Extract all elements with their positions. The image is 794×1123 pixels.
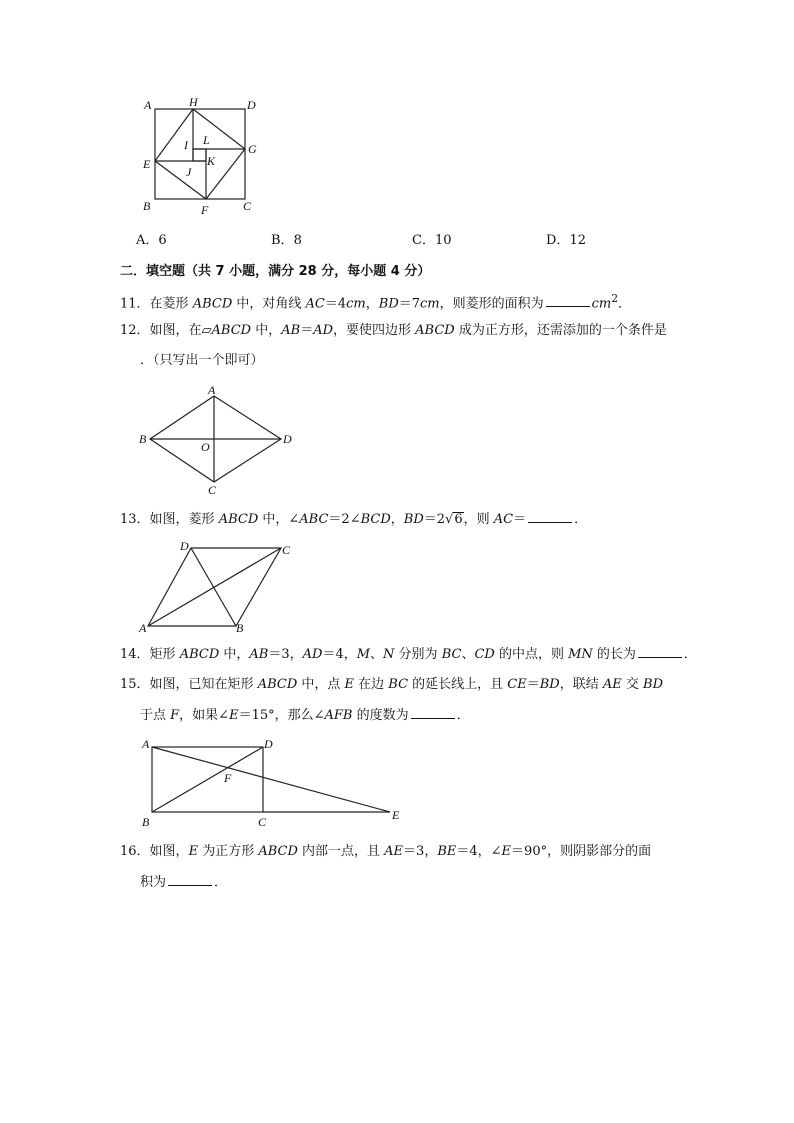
question-11: 11．在菱形 ABCD 中，对角线 AC＝4cm，BD＝7cm，则菱形的面积为 $cm^2$．	[120, 292, 632, 312]
q13-label-C: C	[282, 543, 291, 557]
answer-blank-14[interactable]	[638, 645, 682, 658]
question-12-line2: ．（只写出一个即可）	[140, 353, 264, 368]
q10-label-J: J	[186, 165, 192, 179]
q10-label-E: E	[143, 157, 151, 171]
question-16-line2: 积为 ．	[140, 875, 228, 890]
q10-label-I: I	[184, 138, 188, 152]
q12-label-B: B	[139, 432, 147, 446]
q15-label-C: C	[258, 815, 267, 829]
q13-label-A: A	[139, 621, 147, 635]
q10-label-H: H	[189, 95, 198, 109]
question-16: 16．如图，E 为正方形 ABCD 内部一点，且 AE＝3，BE＝4，∠E＝90°，则阴影部分的面	[120, 844, 652, 859]
option-d[interactable]: D．12	[546, 233, 586, 248]
option-b[interactable]: B．8	[271, 233, 302, 248]
answer-blank-15[interactable]	[411, 706, 455, 719]
q10-label-G: G	[248, 142, 257, 156]
q13-figure	[136, 536, 306, 640]
q10-label-C: C	[243, 199, 252, 213]
q15-figure	[136, 734, 416, 836]
q10-inner-square	[155, 109, 245, 199]
q10-options	[136, 229, 636, 247]
question-12: 12．如图，在▱ABCD 中，AB＝AD，要使四边形 ABCD 成为正方形，还需添加的一个条件是	[120, 323, 667, 338]
question-15: 15．如图，已知在矩形 ABCD 中，点 E 在边 BC 的延长线上，且 CE＝BD，联结 AE 交 BD	[120, 677, 664, 692]
section-title: 二．填空题（共 7 小题，满分 28 分，每小题 4 分）	[120, 264, 431, 279]
option-a[interactable]: A．6	[136, 233, 167, 248]
q10-outer-square	[155, 109, 245, 199]
q10-label-D: D	[247, 98, 256, 112]
q10-label-F: F	[201, 203, 209, 217]
q15-label-B: B	[142, 815, 150, 829]
question-13: 13．如图，菱形 ABCD 中，∠ABC＝2∠BCD，BD＝2√6，则 AC＝ ．	[120, 512, 588, 527]
q15-label-D: D	[264, 737, 273, 751]
q10-label-L: L	[203, 133, 210, 147]
q12-label-O: O	[201, 440, 210, 454]
q12-label-C: C	[208, 483, 217, 497]
q10-label-K: K	[207, 154, 216, 168]
q15-label-A: A	[142, 737, 150, 751]
q13-label-D: D	[180, 539, 189, 553]
q12-figure	[136, 382, 306, 504]
q15-label-F: F	[224, 771, 232, 785]
question-15-line2: 于点 F，如果∠E＝15°，那么∠AFB 的度数为 ．	[140, 708, 470, 723]
q13-label-B: B	[236, 621, 244, 635]
answer-blank-16[interactable]	[168, 873, 212, 886]
option-c[interactable]: C．10	[412, 233, 452, 248]
q12-label-D: D	[283, 432, 292, 446]
q10-label-A: A	[144, 98, 152, 112]
q10-label-B: B	[143, 199, 151, 213]
q15-label-E: E	[392, 808, 400, 822]
q10-figure	[138, 94, 268, 222]
question-14: 14．矩形 ABCD 中，AB＝3，AD＝4，M、N 分别为 BC、CD 的中点，则 MN 的长为 ．	[120, 647, 697, 662]
answer-blank-13[interactable]	[528, 510, 572, 523]
answer-blank-11[interactable]	[546, 294, 590, 307]
q12-label-A: A	[208, 383, 216, 397]
